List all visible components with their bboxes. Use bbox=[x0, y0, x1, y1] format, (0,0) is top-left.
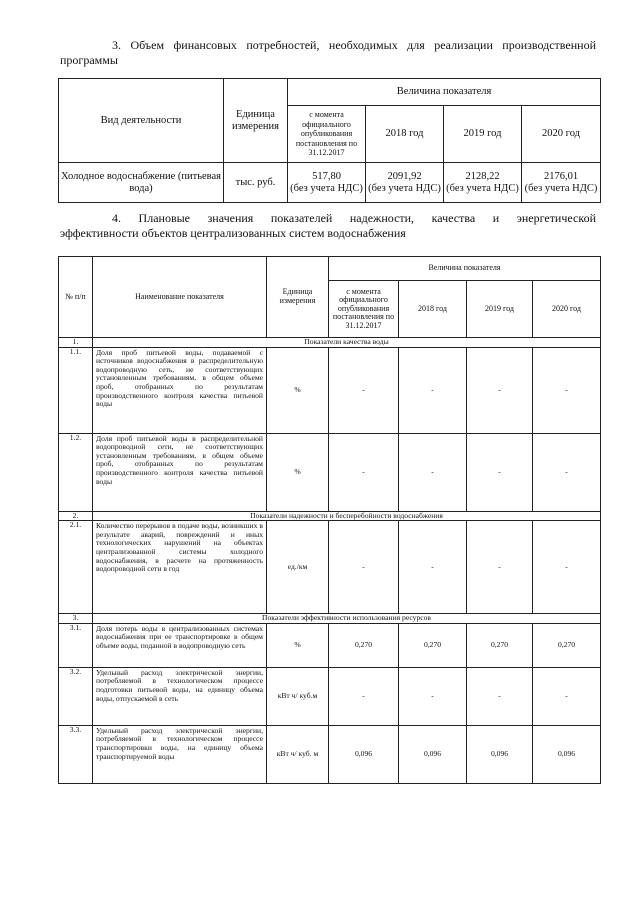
t2-row-value-since: - bbox=[329, 667, 399, 725]
t2-row-value-2019: 0,096 bbox=[467, 725, 533, 783]
t2-row-value-2019: 0,270 bbox=[467, 623, 533, 667]
t1-value-2018: 2091,92 (без учета НДС) bbox=[366, 163, 444, 203]
t2-row bbox=[59, 623, 601, 667]
section-3-title-line1: 3. Объем финансовых потребностей, необходимых для реализации производственной bbox=[112, 38, 596, 52]
t2-row bbox=[59, 521, 601, 614]
t2-header-value-group: Величина показателя bbox=[329, 257, 601, 281]
t2-section-title: Показатели эффективности использования ресурсов bbox=[93, 614, 601, 624]
t2-row-value-2020: - bbox=[533, 521, 601, 614]
t2-row-value-2019: - bbox=[467, 667, 533, 725]
t2-row-value-since: - bbox=[329, 521, 399, 614]
t1-activity: Холодное водоснабжение (питьевая вода) bbox=[59, 163, 224, 203]
t2-row-value-2019: - bbox=[467, 347, 533, 433]
t2-row-unit: % bbox=[267, 347, 329, 433]
t2-row bbox=[59, 347, 601, 433]
t2-row-num: 3.3. bbox=[59, 725, 93, 783]
t2-row-num: 3.1. bbox=[59, 623, 93, 667]
t1-header-activity: Вид деятельности bbox=[59, 79, 224, 163]
t2-section-num: 1. bbox=[59, 338, 93, 348]
t2-row-value-2018: - bbox=[399, 521, 467, 614]
t2-row bbox=[59, 433, 601, 511]
t2-section-title: Показатели качества воды bbox=[93, 338, 601, 348]
t2-header-unit: Единица измерения bbox=[267, 257, 329, 338]
t2-row-name: Доля потерь воды в централизованных системах водоснабжения при ее транспортировке в общем объеме воды, поданной в водопроводную сеть bbox=[93, 623, 267, 667]
t2-row-value-2018: - bbox=[399, 347, 467, 433]
section-4-title-line2: эффективности объектов централизованных систем водоснабжения bbox=[60, 226, 406, 240]
t2-header-2019: 2019 год bbox=[467, 281, 533, 338]
t2-row bbox=[59, 667, 601, 725]
t2-section-row bbox=[59, 338, 601, 348]
t1-header-value-group: Величина показателя bbox=[288, 79, 601, 106]
t1-value-2019: 2128,22 (без учета НДС) bbox=[444, 163, 522, 203]
t2-row-unit: кВт ч/ куб.м bbox=[267, 667, 329, 725]
indicators-table bbox=[58, 256, 601, 784]
t2-row-name: Удельный расход электрической энергии, потребляемой в технологическом процессе транспортировки воды, на единицу объема транспортируемой воды bbox=[93, 725, 267, 783]
t2-row-num: 1.2. bbox=[59, 433, 93, 511]
t2-row-value-since: - bbox=[329, 347, 399, 433]
t2-row-unit: % bbox=[267, 433, 329, 511]
t2-section-row bbox=[59, 614, 601, 624]
t2-header-2020: 2020 год bbox=[533, 281, 601, 338]
t2-row bbox=[59, 725, 601, 783]
t2-row-value-2018: 0,096 bbox=[399, 725, 467, 783]
section-3-title-line2: программы bbox=[60, 53, 118, 67]
t2-row-name: Доля проб питьевой воды, подаваемой с источников водоснабжения в распределительную водопроводную сеть, не соответствующих установленным требованиям, в общем объеме проб, отобранных по результатам производственного контроля качества питьевой воды bbox=[93, 347, 267, 433]
t2-row-num: 1.1. bbox=[59, 347, 93, 433]
t1-value-since: 517,80 (без учета НДС) bbox=[288, 163, 366, 203]
t2-row-unit: % bbox=[267, 623, 329, 667]
t2-header-name: Наименование показателя bbox=[93, 257, 267, 338]
t1-value-2020: 2176,01 (без учета НДС) bbox=[522, 163, 601, 203]
t2-row-value-since: 0,096 bbox=[329, 725, 399, 783]
t1-row-cold-water bbox=[59, 163, 601, 203]
t1-header-since: с момента официального опубликования постановления по 31.12.2017 bbox=[288, 106, 366, 163]
section-3-heading bbox=[60, 38, 596, 68]
t2-row-value-2019: - bbox=[467, 521, 533, 614]
t2-row-value-2020: - bbox=[533, 433, 601, 511]
t1-header-unit: Единица измерения bbox=[224, 79, 288, 163]
t2-row-value-2019: - bbox=[467, 433, 533, 511]
t2-row-num: 2.1. bbox=[59, 521, 93, 614]
t2-row-value-2018: 0,270 bbox=[399, 623, 467, 667]
t1-header-2020: 2020 год bbox=[522, 106, 601, 163]
t2-row-num: 3.2. bbox=[59, 667, 93, 725]
financial-needs-table bbox=[58, 78, 601, 203]
t2-row-value-since: - bbox=[329, 433, 399, 511]
t1-header-2019: 2019 год bbox=[444, 106, 522, 163]
t2-row-name: Удельный расход электрической энергии, потребляемой в технологическом процессе подготовки питьевой воды, на единицу объема воды, отпускаемой в сеть bbox=[93, 667, 267, 725]
t2-row-value-2020: - bbox=[533, 667, 601, 725]
section-4-title-line1: 4. Плановые значения показателей надежности, качества и энергетической bbox=[112, 211, 596, 225]
t2-header-num: № п/п bbox=[59, 257, 93, 338]
t2-header-2018: 2018 год bbox=[399, 281, 467, 338]
t2-row-value-2020: 0,270 bbox=[533, 623, 601, 667]
t2-row-unit: кВт ч/ куб. м bbox=[267, 725, 329, 783]
t1-unit: тыс. руб. bbox=[224, 163, 288, 203]
t2-row-value-2018: - bbox=[399, 667, 467, 725]
t2-section-num: 2. bbox=[59, 511, 93, 521]
t1-header-2018: 2018 год bbox=[366, 106, 444, 163]
t2-row-value-2020: 0,096 bbox=[533, 725, 601, 783]
t2-row-value-2020: - bbox=[533, 347, 601, 433]
t2-section-row bbox=[59, 511, 601, 521]
t2-row-unit: ед./км bbox=[267, 521, 329, 614]
t2-header-since: с момента официального опубликования постановления по 31.12.2017 bbox=[329, 281, 399, 338]
t2-section-title: Показатели надежности и бесперебойности водоснабжения bbox=[93, 511, 601, 521]
t2-row-name: Доля проб питьевой воды в распределительной водопроводной сети, не соответствующих установленным требованиям, в общем объеме проб, отобранных по результатам производственного контроля качества питьевой воды bbox=[93, 433, 267, 511]
t2-row-value-since: 0,270 bbox=[329, 623, 399, 667]
t2-row-value-2018: - bbox=[399, 433, 467, 511]
t2-section-num: 3. bbox=[59, 614, 93, 624]
section-4-heading bbox=[60, 211, 596, 241]
t2-row-name: Количество перерывов в подаче воды, возникших в результате аварий, повреждений и иных технологических нарушений на объектах централизованной системы холодного водоснабжения, в расчете на протяженность водопроводной сети в год bbox=[93, 521, 267, 614]
